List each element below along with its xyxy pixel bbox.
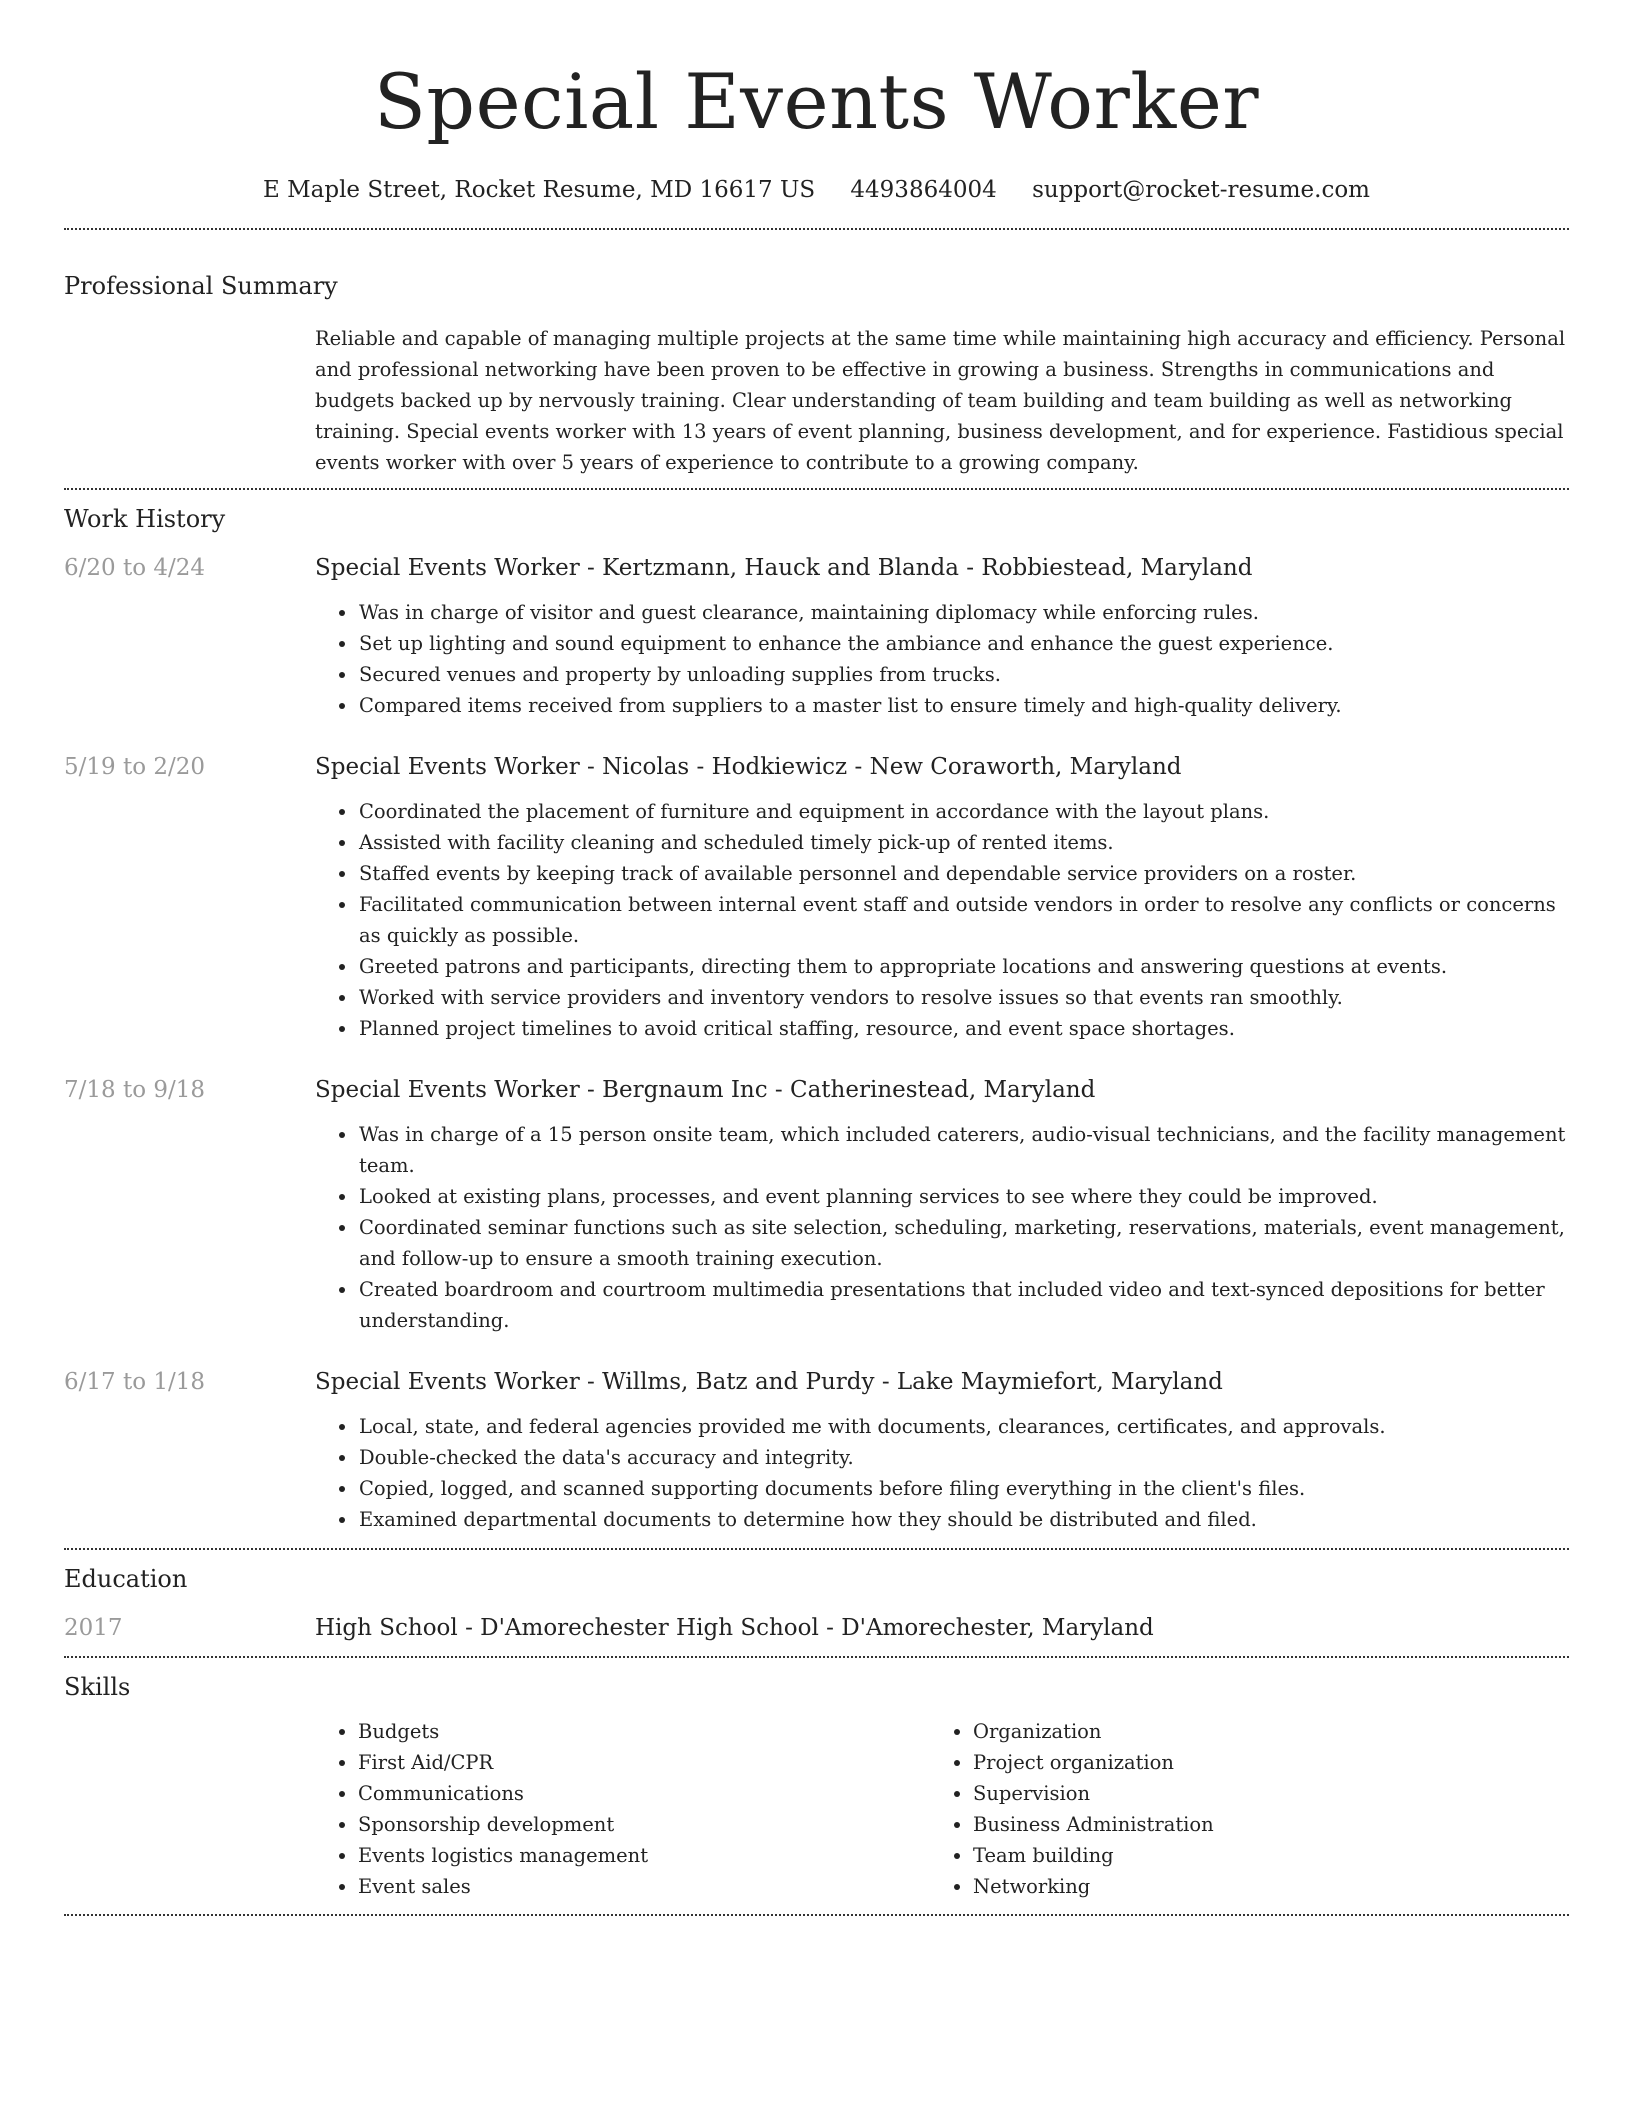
work-entry-heading: Special Events Worker - Kertzmann, Hauck and Blanda - Robbiestead, Maryland — [315, 555, 1253, 581]
skill-item: • Budgets — [358, 1716, 930, 1747]
skill-item: • Supervision — [973, 1778, 1545, 1809]
bullet-item: • Created boardroom and courtroom multimedia presentations that included video and text-synced depositions for better understanding. — [358, 1274, 1569, 1336]
education-heading: High School - D'Amorechester High School - D'Amorechester, Maryland — [315, 1615, 1154, 1641]
bullet-item: • Was in charge of a 15 person onsite team, which included caterers, audio-visual technicians, and the facility management team. — [358, 1119, 1569, 1181]
bullet-item: • Assisted with facility cleaning and scheduled timely pick-up of rented items. — [358, 827, 1569, 858]
education-date: 2017 — [64, 1615, 123, 1641]
work-entry-bullets — [340, 1119, 1569, 1336]
work-entry-date: 6/17 to 1/18 — [64, 1369, 206, 1395]
work-entry-heading: Special Events Worker - Bergnaum Inc - Catherinestead, Maryland — [315, 1077, 1096, 1103]
bullet-item: • Facilitated communication between internal event staff and outside vendors in order to resolve any conflicts or concerns as quickly as possible. — [358, 889, 1569, 951]
work-entry-date: 6/20 to 4/24 — [64, 555, 206, 581]
skills-column-left — [315, 1716, 930, 1902]
skill-item: • Events logistics management — [358, 1840, 930, 1871]
education-entry — [64, 1612, 1569, 1644]
work-entry-date: 7/18 to 9/18 — [64, 1077, 206, 1103]
bullet-item: • Copied, logged, and scanned supporting documents before filing everything in the client's files. — [358, 1473, 1569, 1504]
skill-item: • Business Administration — [973, 1809, 1545, 1840]
summary-section-title: Professional Summary — [64, 272, 338, 300]
skills-column-right — [930, 1716, 1545, 1902]
bullet-item: • Double-checked the data's accuracy and integrity. — [358, 1442, 1569, 1473]
bullet-item: • Was in charge of visitor and guest clearance, maintaining diplomacy while enforcing rules. — [358, 597, 1569, 628]
bullet-item: • Looked at existing plans, processes, and event planning services to see where they could be improved. — [358, 1181, 1569, 1212]
skills-section-title: Skills — [64, 1673, 131, 1701]
skill-item: • Team building — [973, 1840, 1545, 1871]
skills-list — [315, 1716, 1569, 1902]
bullet-item: • Staffed events by keeping track of available personnel and dependable service providers on a roster. — [358, 858, 1569, 889]
work-entry-bullets — [340, 1411, 1569, 1535]
bullet-item: • Secured venues and property by unloading supplies from trucks. — [358, 659, 1569, 690]
contact-address: E Maple Street, Rocket Resume, MD 16617 US — [262, 177, 816, 203]
contact-line — [64, 174, 1569, 206]
work-entry — [64, 1366, 1569, 1535]
section-divider — [64, 1548, 1569, 1550]
skill-item: • Networking — [973, 1871, 1545, 1902]
skill-item: • Sponsorship development — [358, 1809, 930, 1840]
bullet-item: • Coordinated seminar functions such as site selection, scheduling, marketing, reservations, materials, event management, and follow-up to ensure a smooth training execution. — [358, 1212, 1569, 1274]
work-history-list — [64, 552, 1569, 1548]
work-entry-bullets — [340, 597, 1569, 721]
work-entry — [64, 751, 1569, 1044]
work-entry — [64, 1074, 1569, 1336]
contact-email: support@rocket-resume.com — [1032, 177, 1370, 203]
bullet-item: • Coordinated the placement of furniture and equipment in accordance with the layout plans. — [358, 796, 1569, 827]
bullet-item: • Local, state, and federal agencies provided me with documents, clearances, certificates, and approvals. — [358, 1411, 1569, 1442]
bullet-item: • Set up lighting and sound equipment to enhance the ambiance and enhance the guest experience. — [358, 628, 1569, 659]
education-section-title: Education — [64, 1565, 188, 1593]
resume-name: Special Events Worker — [373, 57, 1260, 146]
work-entry — [64, 552, 1569, 721]
skill-item: • First Aid/CPR — [358, 1747, 930, 1778]
skill-item: • Event sales — [358, 1871, 930, 1902]
bullet-item: • Planned project timelines to avoid critical staffing, resource, and event space shortages. — [358, 1013, 1569, 1044]
work-entry-heading: Special Events Worker - Willms, Batz and Purdy - Lake Maymiefort, Maryland — [315, 1369, 1223, 1395]
skill-item: • Communications — [358, 1778, 930, 1809]
section-divider — [64, 1656, 1569, 1658]
work-entry-heading: Special Events Worker - Nicolas - Hodkiewicz - New Coraworth, Maryland — [315, 754, 1182, 780]
section-divider — [64, 488, 1569, 490]
skill-item: • Organization — [973, 1716, 1545, 1747]
bullet-item: • Examined departmental documents to determine how they should be distributed and filed. — [358, 1504, 1569, 1535]
work-entry-date: 5/19 to 2/20 — [64, 754, 206, 780]
summary-text: Reliable and capable of managing multiple projects at the same time while maintaining high accuracy and efficiency. Personal and professional networking have been proven to be effective in growing a business. Strengths in communications and budgets backed up by nervously training. Clear understanding of team building and team building as well as networking training. Special events worker with 13 years of event planning, business development, and for experience. Fastidious special events worker with over 5 years of experience to contribute to a growing company. — [315, 327, 1566, 474]
section-divider — [64, 228, 1569, 230]
bullet-item: • Greeted patrons and participants, directing them to appropriate locations and answering questions at events. — [358, 951, 1569, 982]
work-entry-bullets — [340, 796, 1569, 1044]
contact-phone: 4493864004 — [850, 177, 997, 203]
resume-page — [64, 0, 1569, 1916]
work-history-section-title: Work History — [64, 505, 226, 533]
skill-item: • Project organization — [973, 1747, 1545, 1778]
section-divider — [64, 1914, 1569, 1916]
bullet-item: • Worked with service providers and inventory vendors to resolve issues so that events ran smoothly. — [358, 982, 1569, 1013]
bullet-item: • Compared items received from suppliers to a master list to ensure timely and high-quality delivery. — [358, 690, 1569, 721]
